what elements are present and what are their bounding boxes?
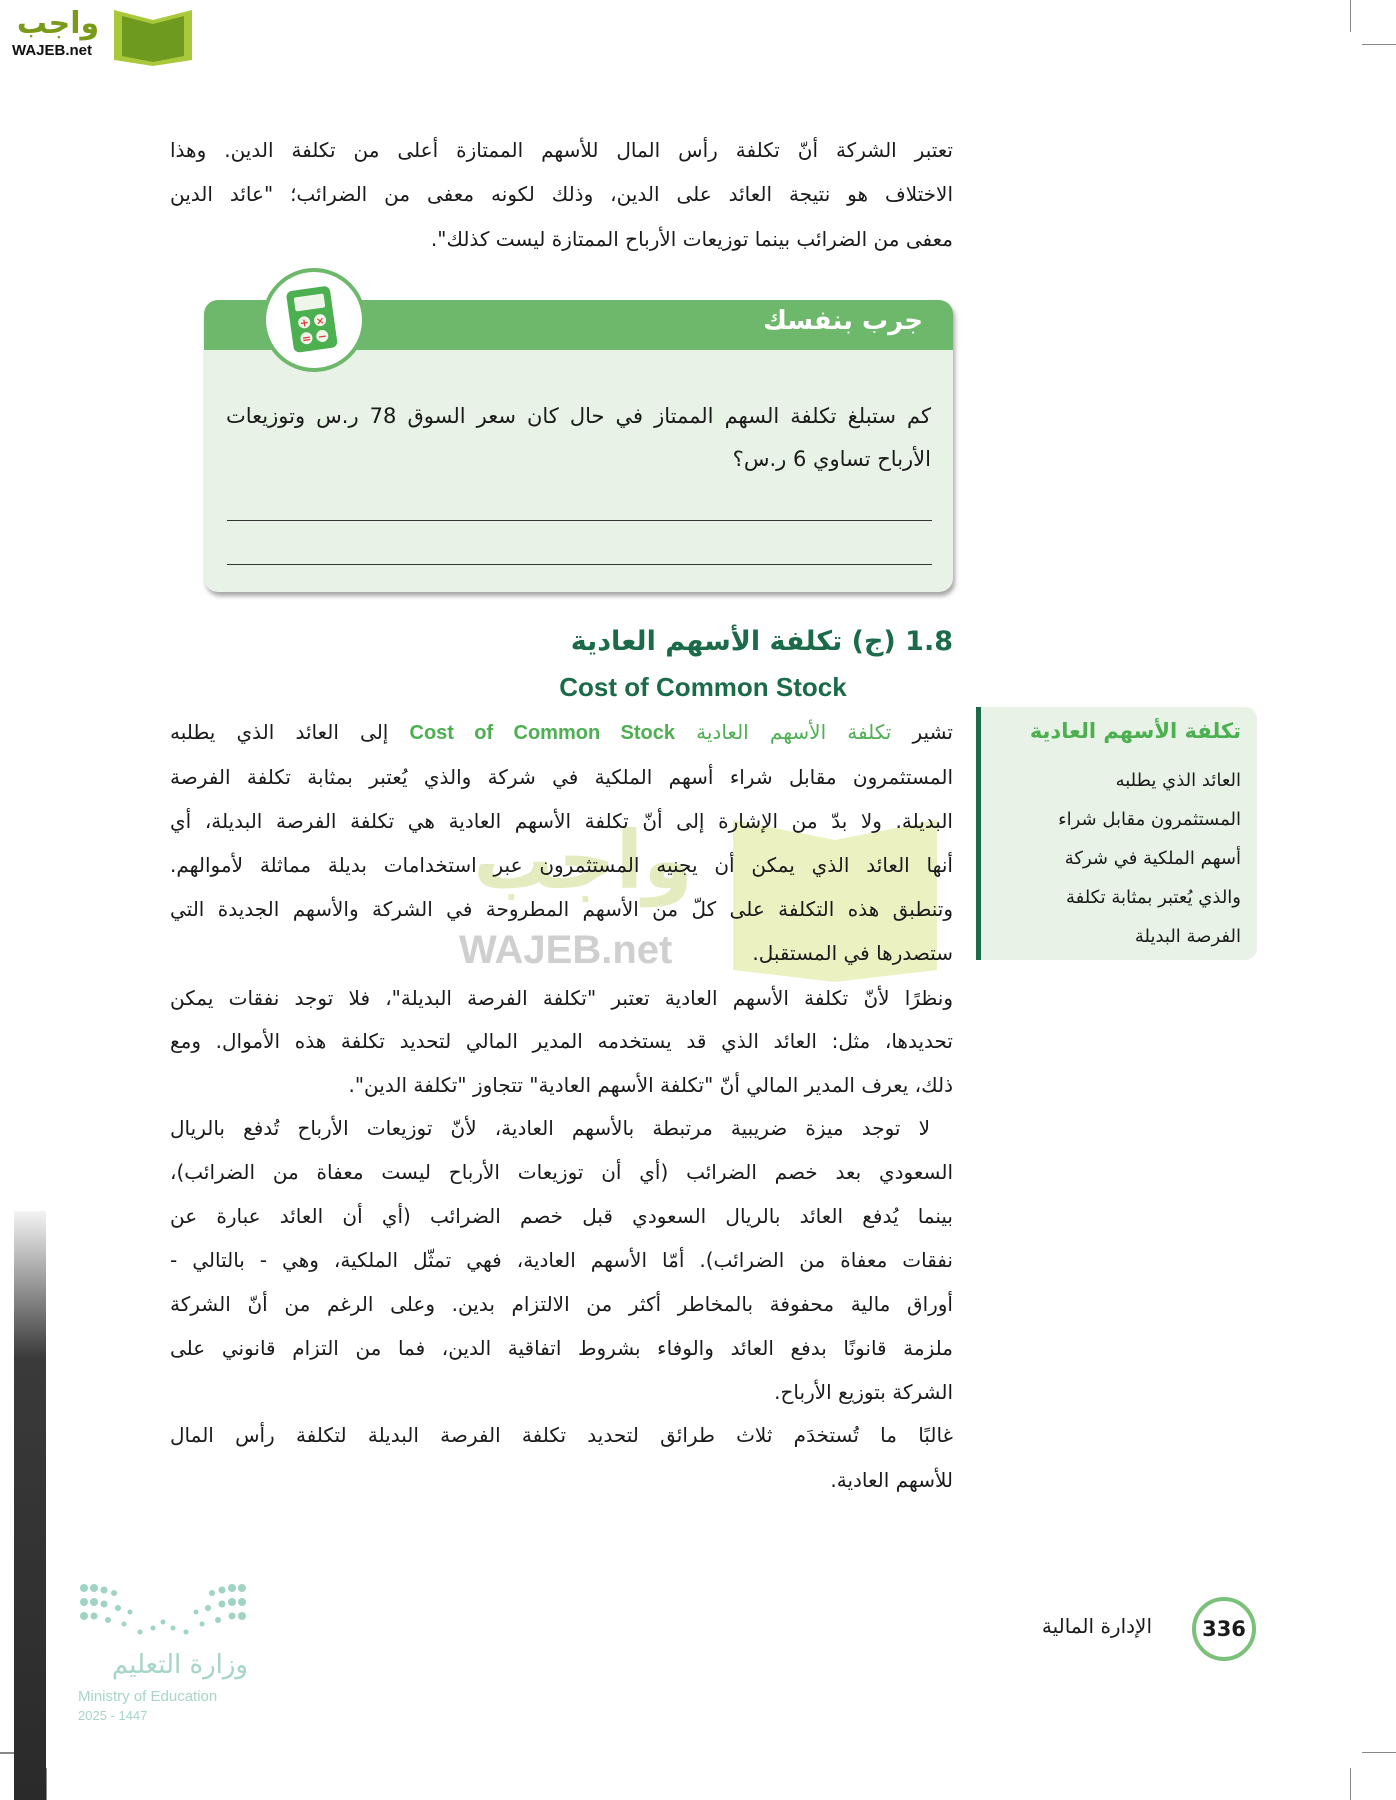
wajeb-logo: [8, 4, 198, 68]
crop-mark: [1362, 44, 1396, 45]
logo-english-text: WAJEB.net: [12, 42, 93, 59]
watermark-arabic: واجب: [473, 814, 693, 907]
svg-text:+: +: [298, 315, 310, 330]
svg-text:=: =: [301, 331, 313, 346]
ministry-name-arabic: وزارة التعليم: [111, 1650, 248, 1680]
glossary-sidebar: [976, 707, 1257, 960]
definition-line: أنها العائد الذي يمكن أن يجنيه المستثمرون عبر استخدامات بديلة مماثلة لأموالهم.: [170, 853, 953, 877]
tax-line: ملزمة قانونًا بدفع العائد والوفاء بشروط اتفاقية الدين، فما من التزام قانوني على: [170, 1336, 953, 1360]
intro-line: الاختلاف هو نتيجة العائد على الدين، وذلك لكونه معفى من الضرائب؛ "عائد الدين: [170, 182, 953, 206]
methods-line: غالبًا ما تُستخدَم ثلاث طرائق لتحديد تكلفة الفرصة البديلة لتكلفة رأس المال: [170, 1423, 953, 1447]
text-segment: إلى العائد الذي يطلبه: [170, 720, 410, 744]
book-icon: [108, 6, 198, 68]
tax-line: أوراق مالية محفوفة بالمخاطر أكثر من الالتزام بدين. وعلى الرغم من أنّ الشركة: [170, 1292, 953, 1316]
question-line: الأرباح تساوي 6 ر.س؟: [732, 447, 931, 471]
ministry-logo: [78, 1582, 248, 1728]
tax-line: الشركة بتوزيع الأرباح.: [774, 1380, 953, 1404]
crop-mark: [1350, 1768, 1351, 1800]
tax-line: نفقات معفاة من الضرائب). أمّا الأسهم العادية، فهي تمثّل الملكية، وهي - بالتالي -: [170, 1248, 953, 1272]
definition-line: وتنطبق هذه التكلفة على كلّ من الأسهم المطروحة في الشركة والأسهم الجديدة التي: [170, 897, 953, 921]
glossary-line: المستثمرون مقابل شراء: [1058, 809, 1241, 830]
ministry-dots-icon: [78, 1582, 248, 1642]
edition-year: 2025 - 1447: [78, 1708, 148, 1723]
key-term-english: Cost of Common Stock: [409, 722, 675, 744]
svg-text:−: −: [316, 329, 328, 344]
question-line: كم ستبلغ تكلفة السهم الممتاز في حال كان سعر السوق 78 ر.س وتوزيعات: [226, 404, 931, 428]
opportunity-line: تحديدها، مثل: العائد الذي قد يستخدمه المدير المالي لتحديد تكلفة هذه الأموال. ومع: [170, 1029, 953, 1053]
glossary-line: والذي يُعتبر بمثابة تكلفة: [1065, 887, 1241, 908]
glossary-line: العائد الذي يطلبه: [1115, 770, 1241, 791]
crop-mark: [46, 1768, 47, 1800]
watermark-english: WAJEB.net: [459, 928, 673, 972]
section-heading: 1.8 (ج) تكلفة الأسهم العادية: [570, 626, 953, 657]
opportunity-line: ذلك، يعرف المدير المالي أنّ "تكلفة الأسهم العادية" تتجاوز "تكلفة الدين".: [348, 1073, 953, 1097]
definition-line: [170, 717, 953, 747]
crop-mark: [1362, 1752, 1396, 1753]
key-term-arabic: تكلفة الأسهم العادية: [675, 720, 892, 744]
logo-arabic-text: واجب: [16, 6, 100, 41]
opportunity-line: ونظرًا لأنّ تكلفة الأسهم العادية تعتبر "تكلفة الفرصة البديلة"، فلا توجد نفقات يمكن: [170, 986, 953, 1010]
section-subtitle: Cost of Common Stock: [559, 672, 847, 702]
try-yourself-title: جرب بنفسك: [763, 306, 923, 336]
definition-line: ستصدرها في المستقبل.: [752, 941, 953, 965]
glossary-line: أسهم الملكية في شركة: [1064, 848, 1241, 869]
ministry-name-english: Ministry of Education: [78, 1688, 218, 1705]
svg-text:×: ×: [315, 315, 326, 328]
definition-line: المستثمرون مقابل شراء أسهم الملكية في شركة والذي يُعتبر بمثابة تكلفة الفرصة: [170, 765, 953, 789]
page-number: 336: [1192, 1597, 1256, 1661]
glossary-term: تكلفة الأسهم العادية: [1029, 719, 1241, 743]
calculator-icon: [262, 268, 366, 372]
definition-line: البديلة. ولا بدّ من الإشارة إلى أنّ تكلفة الأسهم العادية هي تكلفة الفرصة البديلة، أي: [170, 809, 953, 833]
methods-line: للأسهم العادية.: [830, 1468, 953, 1492]
text-segment: تشير: [891, 720, 953, 744]
tax-line: السعودي بعد خصم الضرائب (أي أن توزيعات الأرباح ليست معفاة من الضرائب)،: [170, 1160, 953, 1184]
answer-line[interactable]: [227, 564, 932, 565]
intro-line: تعتبر الشركة أنّ تكلفة رأس المال للأسهم الممتازة أعلى من تكلفة الدين. وهذا: [170, 138, 953, 162]
intro-line: معفى من الضرائب بينما توزيعات الأرباح الممتازة ليست كذلك".: [430, 227, 953, 251]
glossary-line: الفرصة البديلة: [1134, 926, 1241, 947]
crop-mark: [1350, 0, 1351, 32]
book-title: الإدارة المالية: [1041, 1614, 1152, 1638]
answer-line[interactable]: [227, 520, 932, 521]
tax-line: لا توجد ميزة ضريبية مرتبطة بالأسهم العادية، لأنّ توزيعات الأرباح تُدفع بالريال: [170, 1116, 930, 1140]
tax-line: بينما يُدفع العائد بالريال السعودي قبل خصم الضرائب (أي أن العائد عبارة عن: [170, 1204, 953, 1228]
page-edge-strip: [14, 1211, 46, 1800]
glossary-definition: [1058, 761, 1241, 956]
